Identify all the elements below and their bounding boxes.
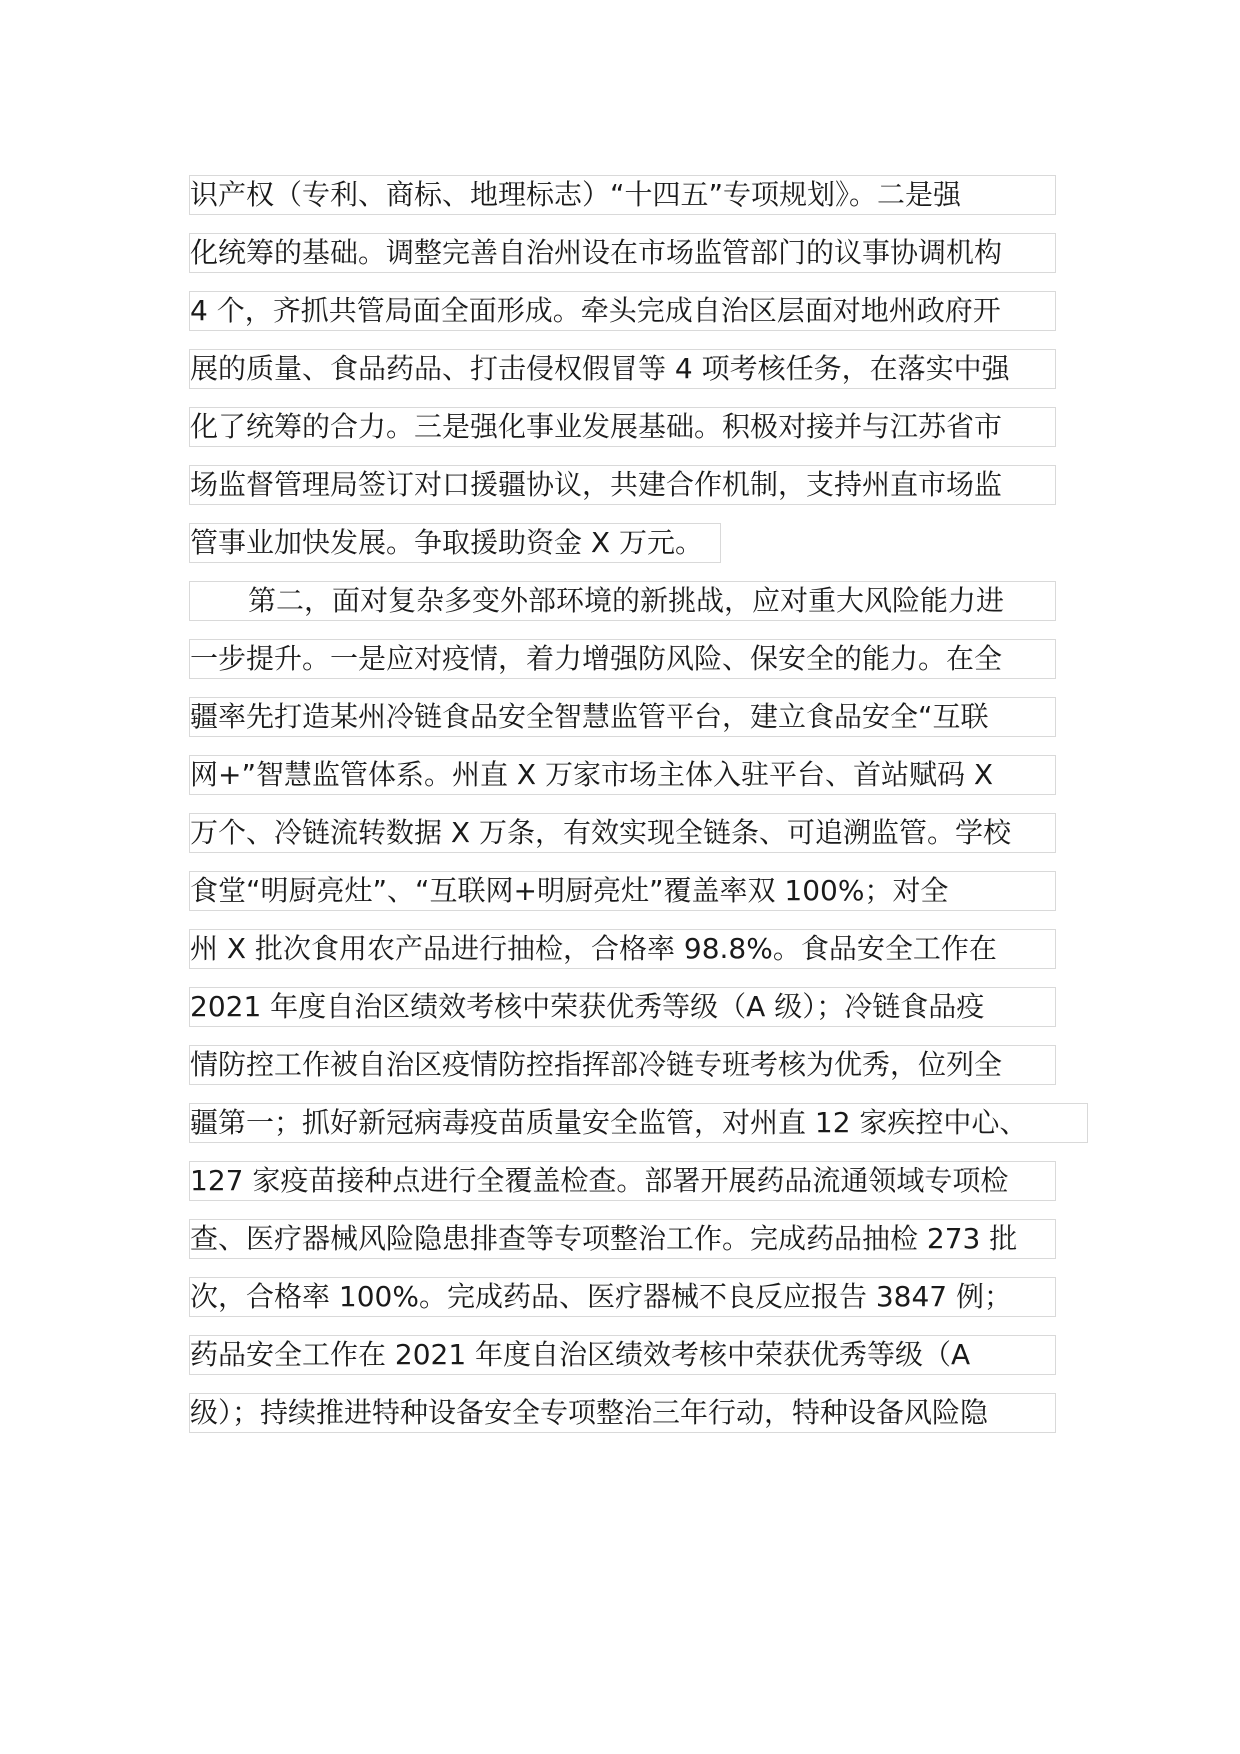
text-line: 药品安全工作在 2021 年度自治区绩效考核中荣获优秀等级（A xyxy=(189,1335,1056,1375)
text-line: 展的质量、食品药品、打击侵权假冒等 4 项考核任务，在落实中强 xyxy=(189,349,1056,389)
text-line: 4 个，齐抓共管局面全面形成。牵头完成自治区层面对地州政府开 xyxy=(189,291,1056,331)
paragraph-first-line: 第二，面对复杂多变外部环境的新挑战，应对重大风险能力进 xyxy=(189,581,1056,621)
text-line: 疆第一；抓好新冠病毒疫苗质量安全监管，对州直 12 家疾控中心、 xyxy=(189,1103,1088,1143)
text-line: 查、医疗器械风险隐患排查等专项整治工作。完成药品抽检 273 批 xyxy=(189,1219,1056,1259)
text-line: 网+”智慧监管体系。州直 X 万家市场主体入驻平台、首站赋码 X xyxy=(189,755,1056,795)
text-line: 食堂“明厨亮灶”、“互联网+明厨亮灶”覆盖率双 100%；对全 xyxy=(189,871,1056,911)
text-line: 识产权（专利、商标、地理标志）“十四五”专项规划》。二是强 xyxy=(189,175,1056,215)
text-line: 级）；持续推进特种设备安全专项整治三年行动，特种设备风险隐 xyxy=(189,1393,1056,1433)
text-line: 疆率先打造某州冷链食品安全智慧监管平台，建立食品安全“互联 xyxy=(189,697,1056,737)
text-line: 情防控工作被自治区疫情防控指挥部冷链专班考核为优秀，位列全 xyxy=(189,1045,1056,1085)
text-line: 化统筹的基础。调整完善自治州设在市场监管部门的议事协调机构 xyxy=(189,233,1056,273)
text-line: 管事业加快发展。争取援助资金 X 万元。 xyxy=(189,523,721,563)
text-line: 场监督管理局签订对口援疆协议，共建合作机制，支持州直市场监 xyxy=(189,465,1056,505)
text-line: 万个、冷链流转数据 X 万条，有效实现全链条、可追溯监管。学校 xyxy=(189,813,1056,853)
text-line: 州 X 批次食用农产品进行抽检，合格率 98.8%。食品安全工作在 xyxy=(189,929,1056,969)
text-line: 127 家疫苗接种点进行全覆盖检查。部署开展药品流通领域专项检 xyxy=(189,1161,1056,1201)
text-line: 2021 年度自治区绩效考核中荣获优秀等级（A 级）；冷链食品疫 xyxy=(189,987,1056,1027)
text-line: 化了统筹的合力。三是强化事业发展基础。积极对接并与江苏省市 xyxy=(189,407,1056,447)
text-line: 一步提升。一是应对疫情，着力增强防风险、保安全的能力。在全 xyxy=(189,639,1056,679)
text-line: 次，合格率 100%。完成药品、医疗器械不良反应报告 3847 例； xyxy=(189,1277,1056,1317)
